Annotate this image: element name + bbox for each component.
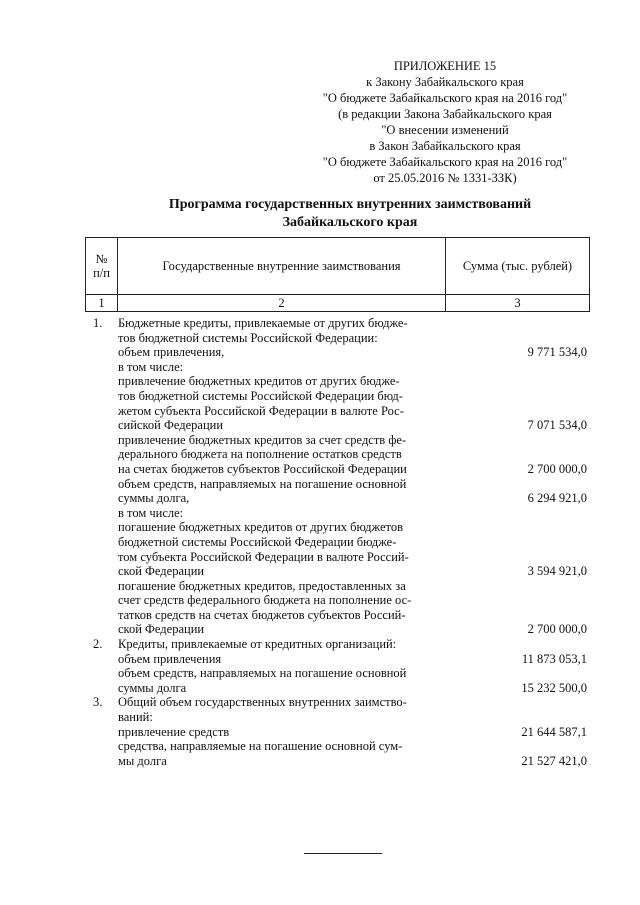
description-line: сийской Федерации: [118, 418, 224, 433]
row-description: [118, 360, 456, 433]
program-row: [85, 316, 595, 360]
amount-value: 15 232 500,0: [521, 680, 587, 695]
description-line: том субъекта Российской Федерации в валюте Россий-: [118, 549, 409, 564]
row-description: [118, 477, 456, 506]
amount-value: 3 594 921,0: [527, 564, 587, 579]
column-header-number: [86, 238, 118, 295]
program-row: [85, 695, 595, 739]
header-line: "О бюджете Забайкальского края на 2016 год": [322, 155, 568, 169]
number-abbr: п/п: [93, 266, 110, 280]
section-number: 2.: [93, 637, 103, 652]
row-description: [118, 316, 456, 360]
section-number: 1.: [93, 316, 103, 330]
section-2: [85, 637, 595, 695]
header-line: "О бюджете Забайкальского края на 2016 год": [322, 91, 568, 105]
amount-value: 21 644 587,1: [521, 724, 587, 739]
description-line: дерального бюджета на пополнение остатков средств: [118, 447, 402, 462]
description-line: погашение бюджетных кредитов от других бюджетов: [118, 520, 403, 535]
description-line: привлечение бюджетных кредитов от других бюдже-: [118, 374, 400, 389]
description-line: ской Федерации: [118, 622, 205, 637]
number-sign: №: [95, 252, 108, 266]
row-description: [118, 579, 456, 637]
header-line: "О внесении изменений: [381, 123, 509, 137]
program-row: [85, 506, 595, 579]
column-number-2: 2: [118, 295, 446, 312]
column-number-1: 1: [86, 295, 118, 312]
description-line: Бюджетные кредиты, привлекаемые от других бюдже-: [118, 316, 408, 330]
title-line-1: Программа государственных внутренних заимствований: [168, 197, 532, 212]
title-line-2: Забайкальского края: [282, 215, 418, 230]
section-3: [85, 695, 595, 768]
description-line: суммы долга,: [118, 491, 190, 506]
description-line: объем привлечения: [118, 651, 222, 666]
section-number: 3.: [93, 695, 103, 710]
program-body: [85, 316, 595, 768]
program-row: [85, 666, 595, 695]
amount-value: 7 071 534,0: [527, 418, 587, 433]
description-line: объем средств, направляемых на погашение основной: [118, 666, 407, 681]
description-line: ваний:: [118, 710, 153, 725]
description-line: суммы долга: [118, 680, 187, 695]
program-row: [85, 477, 595, 506]
row-description: [118, 433, 456, 477]
amount-value: 9 771 534,0: [527, 345, 587, 360]
row-description: [118, 695, 456, 739]
program-row: [85, 579, 595, 637]
amount-value: 21 527 421,0: [521, 753, 587, 768]
description-line: тов бюджетной системы Российской Федерации:: [118, 330, 378, 345]
description-line: в том числе:: [118, 359, 184, 374]
program-row: [85, 739, 595, 768]
header-line: к Закону Забайкальского края: [366, 75, 524, 89]
header-line: (в редакции Закона Забайкальского края: [338, 107, 552, 121]
header-line: от 25.05.2016 № 1331-ЗЗК): [373, 171, 517, 185]
description-line: погашение бюджетных кредитов, предоставленных за: [118, 578, 406, 593]
amount-value: 2 700 000,0: [527, 622, 587, 637]
amount-value: 2 700 000,0: [527, 461, 587, 476]
description-line: бюджетной системы Российской Федерации бюдже-: [118, 534, 397, 549]
description-line: на счетах бюджетов субъектов Российской Федерации: [118, 461, 407, 476]
description-line: ской Федерации: [118, 564, 205, 579]
column-header-amount: Сумма (тыс. рублей): [446, 238, 590, 295]
description-line: татков средств на счетах бюджетов субъектов Россий-: [118, 607, 406, 622]
column-header-borrowings: Государственные внутренние заимствования: [118, 238, 446, 295]
appendix-number: ПРИЛОЖЕНИЕ 15: [393, 59, 497, 73]
appendix-header: [300, 58, 590, 186]
description-line: счет средств федерального бюджета на пополнение ос-: [118, 593, 412, 608]
description-line: жетом субъекта Российской Федерации в валюте Рос-: [118, 403, 404, 418]
header-line: в Закон Забайкальского края: [369, 139, 521, 153]
row-description: [118, 506, 456, 579]
row-description: [118, 637, 456, 666]
header-table: [85, 237, 590, 312]
column-numbers-row: [86, 295, 590, 312]
description-line: объем средств, направляемых на погашение основной: [118, 476, 407, 491]
table-header-row: [86, 238, 590, 295]
amount-value: 11 873 053,1: [521, 651, 587, 666]
description-line: объем привлечения,: [118, 345, 225, 360]
section-1: [85, 316, 595, 637]
footer-rule: [304, 853, 382, 854]
description-line: Общий объем государственных внутренних заимство-: [118, 695, 407, 710]
row-description: [118, 739, 456, 768]
description-line: в том числе:: [118, 505, 184, 520]
row-description: [118, 666, 456, 695]
description-line: привлечение бюджетных кредитов за счет средств фе-: [118, 432, 407, 447]
amount-value: 6 294 921,0: [527, 491, 587, 506]
description-line: Кредиты, привлекаемые от кредитных организаций:: [118, 637, 397, 652]
description-line: средства, направляемые на погашение основной сум-: [118, 739, 403, 754]
description-line: тов бюджетной системы Российской Федерации бюд-: [118, 388, 403, 403]
program-row: [85, 637, 595, 666]
description-line: мы долга: [118, 753, 167, 768]
document-title: [60, 196, 640, 232]
program-row: [85, 360, 595, 433]
column-number-3: 3: [446, 295, 590, 312]
program-row: [85, 433, 595, 477]
description-line: привлечение средств: [118, 724, 230, 739]
